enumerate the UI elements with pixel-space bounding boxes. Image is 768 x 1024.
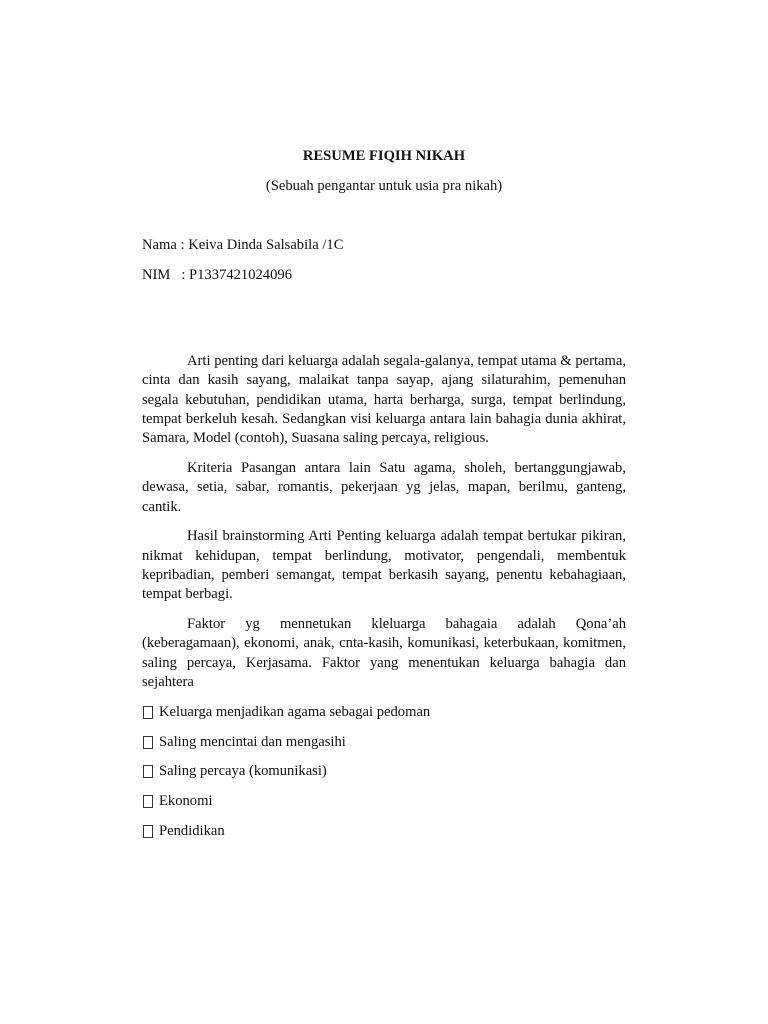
- student-nim-line: NIM : P1337421024096: [142, 267, 292, 283]
- list-item: [142, 822, 626, 841]
- checkbox-icon: [143, 825, 153, 838]
- list-item: [142, 762, 626, 781]
- checkbox-icon: [143, 736, 153, 749]
- factor-list: [142, 703, 626, 841]
- list-item-label: Ekonomi: [159, 793, 213, 810]
- checkbox-icon: [143, 795, 153, 808]
- list-item-label: Keluarga menjadikan agama sebagai pedoman: [159, 703, 431, 720]
- paragraph-hasil-brainstorming: Hasil brainstorming Arti Penting keluarga adalah tempat bertukar pikiran, nikmat kehidupan, tempat berlindung, motivator, pengendali, membentuk kepribadian, pemberi semangat, tempat berkasih sayang, penentu kebahagiaan, tempat berbagi.: [142, 528, 626, 603]
- checkbox-icon: [143, 765, 153, 778]
- list-item: [142, 792, 626, 811]
- document-title: RESUME FIQIH NIKAH: [302, 148, 466, 164]
- paragraph-arti-penting: Arti penting dari keluarga adalah segala-galanya, tempat utama & pertama, cinta dan kasih sayang, malaikat tanpa sayap, ajang silaturahim, pemenuhan segala kebutuhan, pendidikan utama, harta berharga, surga, tempat berlindung, tempat berkeluh kesah. Sedangkan visi keluarga antara lain bahagia dunia akhirat, Samara, Model (contoh), Suasana saling percaya, religious.: [142, 353, 626, 447]
- paragraph-kriteria-pasangan: Kriteria Pasangan antara lain Satu agama, sholeh, bertanggungjawab, dewasa, setia, sabar, romantis, pekerjaan yg jelas, mapan, berilmu, ganteng, cantik.: [142, 459, 626, 515]
- student-name-line: Nama : Keiva Dinda Salsabila /1C: [142, 237, 344, 253]
- checkbox-icon: [143, 706, 153, 719]
- list-item: [142, 733, 626, 752]
- document-body: [142, 352, 626, 852]
- list-item-label: Saling mencintai dan mengasihi: [159, 733, 346, 750]
- paragraph-faktor: Faktor yg mennetukan kleluarga bahagaia adalah Qona’ah (keberagamaan), ekonomi, anak, cnta-kasih, komunikasi, keterbukaan, komitmen, saling percaya, Kerjasama. Faktor yang menentukan keluarga bahagia dan sejahtera: [142, 616, 626, 690]
- document-subtitle: (Sebuah pengantar untuk usia pra nikah): [265, 178, 503, 194]
- list-item-label: Pendidikan: [159, 822, 225, 839]
- list-item: [142, 703, 626, 722]
- list-item-label: Saling percaya (komunikasi): [159, 763, 327, 780]
